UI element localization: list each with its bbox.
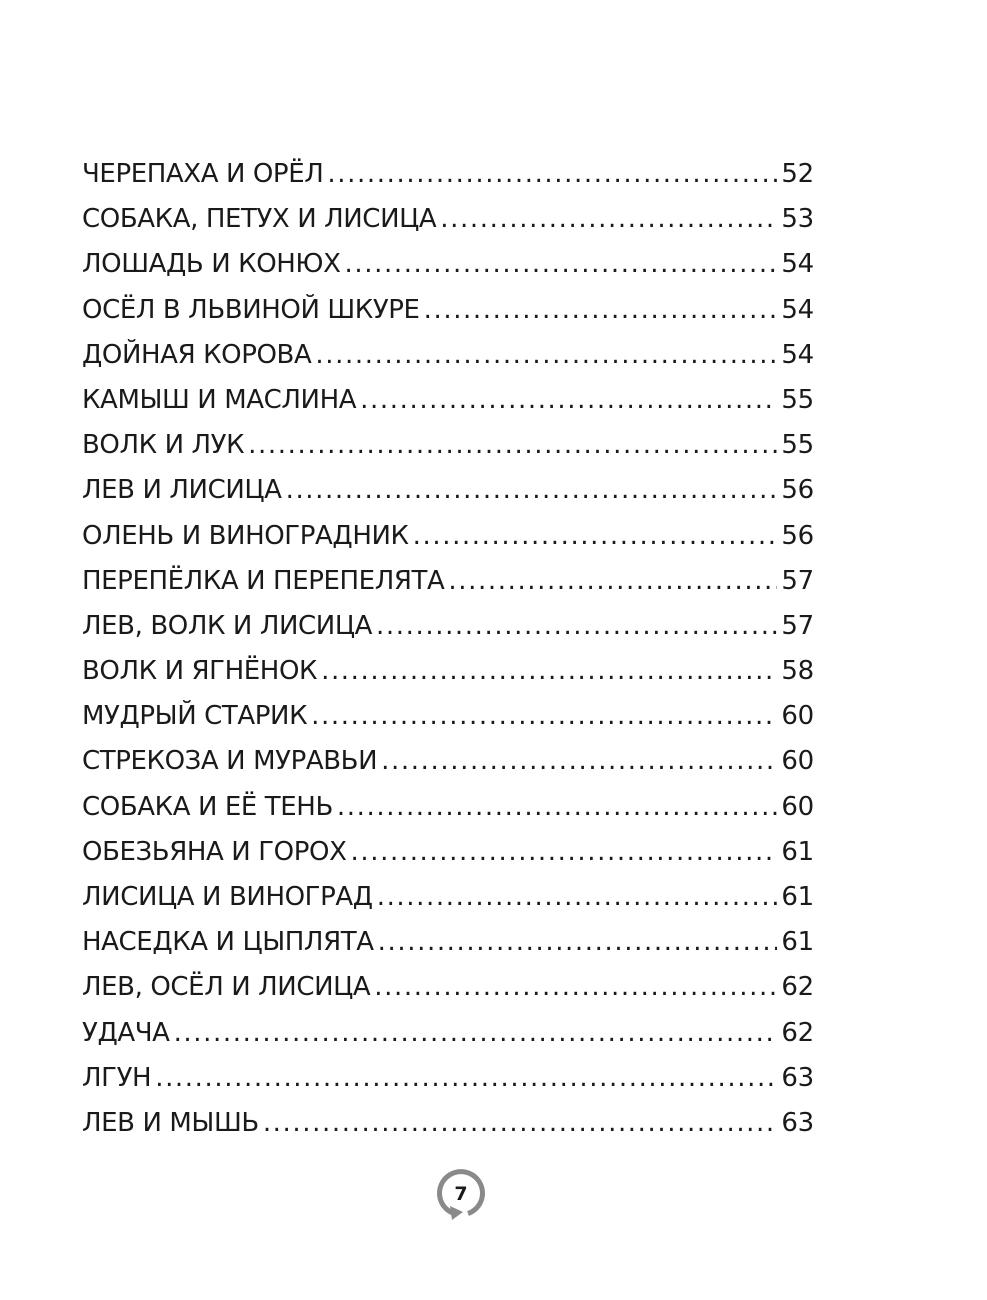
toc-entry-title: ПЕРЕПЁЛКА И ПЕРЕПЕЛЯТА [82,565,445,596]
toc-entry[interactable] [82,468,814,513]
toc-entry-title: ВОЛК И ЯГНЁНОК [82,656,318,687]
toc-entry[interactable] [82,333,814,378]
dot-leader [448,559,777,604]
toc-entry-page: 57 [781,565,814,596]
dot-leader [413,514,778,559]
dot-leader [424,288,778,333]
toc-entry-title: УДАЧА [82,1017,170,1048]
toc-entry[interactable] [82,1101,814,1146]
dot-leader [377,875,778,920]
toc-entry[interactable] [82,423,814,468]
toc-entry-page: 62 [781,1017,814,1048]
toc-entry[interactable] [82,1056,814,1101]
dot-leader [155,1056,777,1101]
toc-entry-title: КАМЫШ И МАСЛИНА [82,384,357,415]
dot-leader [374,965,777,1010]
dot-leader [440,197,777,242]
toc-entry-title: ОЛЕНЬ И ВИНОГРАДНИК [82,520,409,551]
toc-entry[interactable] [82,197,814,242]
toc-entry[interactable] [82,694,814,739]
toc-entry-title: ЧЕРЕПАХА И ОРЁЛ [82,159,324,189]
dot-leader [321,649,777,694]
toc-entry[interactable] [82,920,814,965]
toc-entry-title: ЛЕВ, ВОЛК И ЛИСИЦА [82,610,373,641]
toc-entry-page: 60 [781,701,814,732]
toc-entry-title: ЛИСИЦА И ВИНОГРАД [82,882,373,912]
dot-leader [286,468,778,513]
toc-entry-page: 54 [781,294,814,325]
toc-entry[interactable] [82,875,814,920]
toc-entry-page: 61 [781,882,814,912]
toc-entry-page: 61 [781,927,814,958]
toc-entry[interactable] [82,378,814,423]
toc-entry-title: СТРЕКОЗА И МУРАВЬИ [82,746,378,777]
page-number: 7 [454,1183,468,1205]
dot-leader [351,830,778,875]
toc-entry-title: ЛЕВ, ОСЁЛ И ЛИСИЦА [82,972,371,1003]
toc-entry-page: 57 [781,610,814,641]
toc-entry-page: 63 [781,1107,814,1138]
toc-entry[interactable] [82,288,814,333]
toc-entry-title: ОСЁЛ В ЛЬВИНОЙ ШКУРЕ [82,294,420,325]
toc-entry-page: 58 [781,656,814,687]
toc-entry-title: ЛЕВ И ЛИСИЦА [82,475,282,506]
toc-entry[interactable] [82,649,814,694]
toc-entry-title: МУДРЫЙ СТАРИК [82,701,308,732]
toc-entry[interactable] [82,514,814,559]
toc-entry-title: СОБАКА, ПЕТУХ И ЛИСИЦА [82,204,437,235]
dot-leader [337,785,777,830]
toc-entry-title: ОБЕЗЬЯНА И ГОРОХ [82,836,347,867]
toc-entry-title: ДОЙНАЯ КОРОВА [82,339,312,370]
toc-entry[interactable] [82,1011,814,1056]
dot-leader [315,333,777,378]
dot-leader [360,378,777,423]
toc-entry-page: 63 [781,1062,814,1093]
toc-entry-title: ЛЕВ И МЫШЬ [82,1107,259,1138]
toc-entry-title: СОБАКА И ЕЁ ТЕНЬ [82,791,333,822]
dot-leader [248,423,777,468]
table-of-contents [82,152,814,1146]
toc-entry-page: 62 [781,972,814,1003]
dot-leader [376,604,777,649]
toc-entry-title: ЛГУН [82,1062,152,1093]
toc-entry-title: ВОЛК И ЛУК [82,430,245,461]
toc-entry-page: 54 [781,339,814,370]
toc-entry[interactable] [82,604,814,649]
dot-leader [311,694,777,739]
toc-entry[interactable] [82,242,814,287]
toc-entry-page: 56 [781,475,814,506]
page-number-badge [433,1166,489,1222]
toc-entry-page: 55 [781,430,814,461]
toc-entry[interactable] [82,830,814,875]
dot-leader [381,739,777,784]
toc-entry-page: 60 [781,791,814,822]
toc-entry-page: 60 [781,746,814,777]
dot-leader [378,920,778,965]
dot-leader [327,152,777,197]
toc-entry-title: НАСЕДКА И ЦЫПЛЯТА [82,927,374,958]
toc-entry-title: ЛОШАДЬ И КОНЮХ [82,249,341,280]
toc-entry[interactable] [82,739,814,784]
toc-entry[interactable] [82,785,814,830]
toc-entry[interactable] [82,965,814,1010]
toc-entry[interactable] [82,559,814,604]
toc-entry[interactable] [82,152,814,197]
dot-leader [345,242,778,287]
toc-entry-page: 61 [781,836,814,867]
toc-entry-page: 55 [781,384,814,415]
toc-entry-page: 52 [781,159,814,189]
dot-leader [174,1011,778,1056]
toc-entry-page: 56 [781,520,814,551]
toc-entry-page: 54 [781,249,814,280]
toc-entry-page: 53 [781,204,814,235]
dot-leader [263,1101,778,1146]
